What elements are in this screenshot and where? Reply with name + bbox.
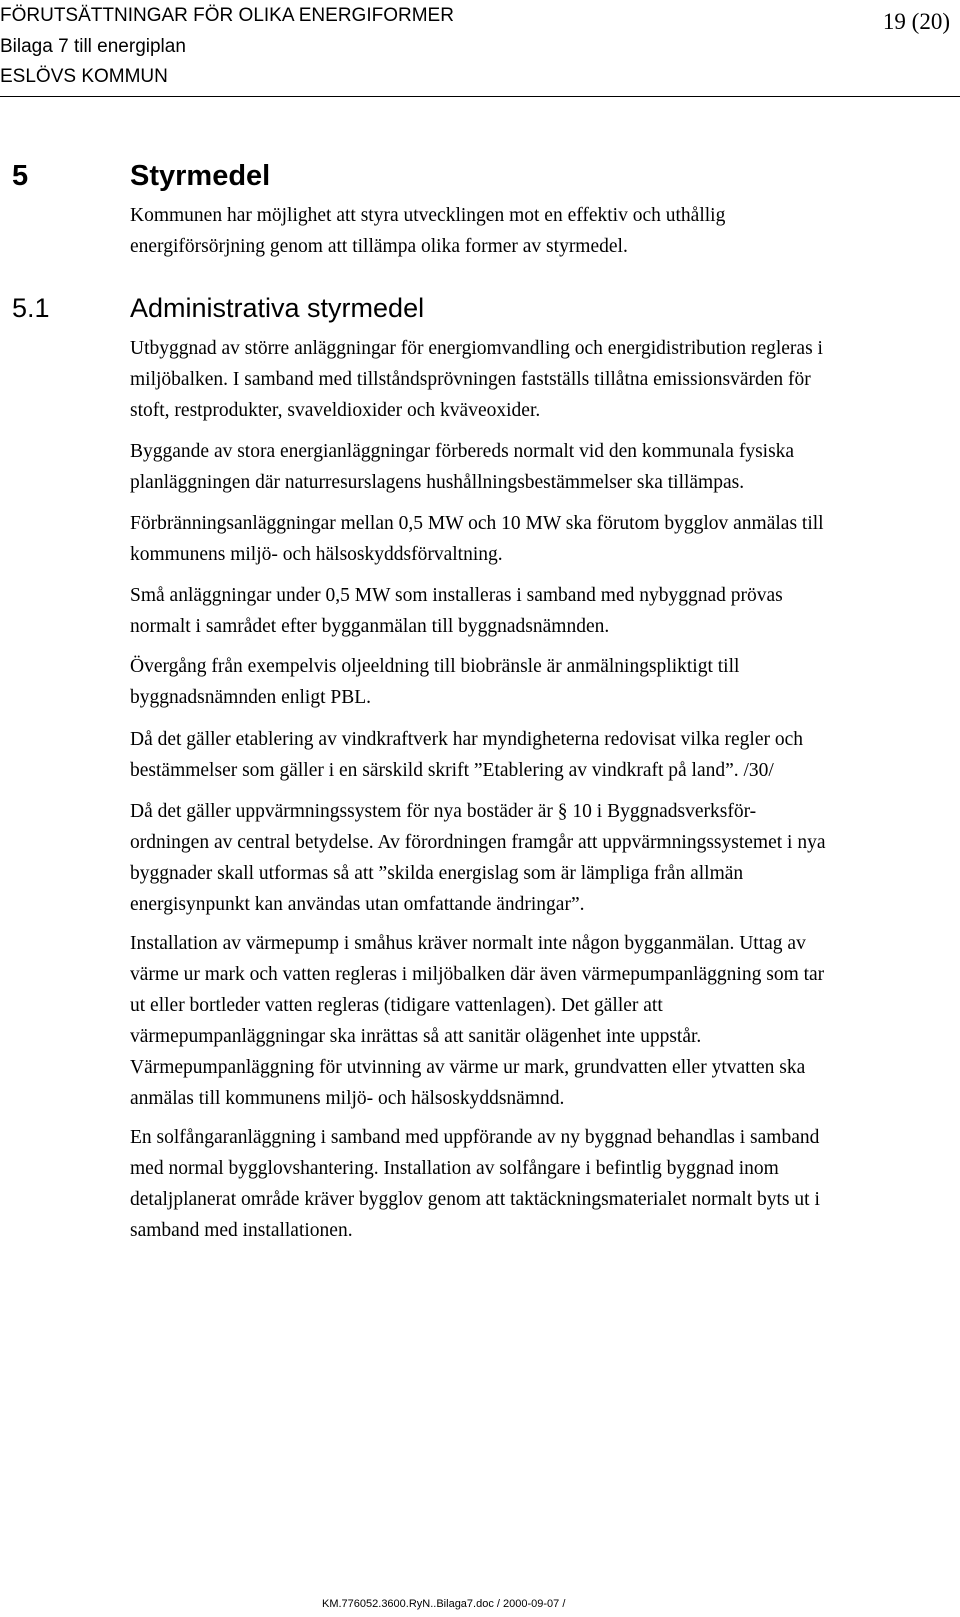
text-line: energiförsörjning genom att tillämpa olika former av styrmedel. (130, 236, 628, 257)
text-line: Små anläggningar under 0,5 MW som installeras i samband med nybyggnad prövas (130, 585, 783, 606)
text-line: energisynpunkt kan användas utan omfattande ändringar”. (130, 894, 585, 915)
paragraph (130, 333, 960, 426)
paragraph (130, 928, 960, 1114)
paragraph (130, 436, 960, 498)
subsection-heading (12, 291, 424, 325)
text-line: samband med installationen. (130, 1220, 353, 1241)
text-line: Då det gäller uppvärmningssystem för nya bostäder är § 10 i Byggnadsverksför- (130, 801, 757, 822)
text-line: Kommunen har möjlighet att styra utvecklingen mot en effektiv och uthållig (130, 205, 726, 226)
text-line: Utbyggnad av större anläggningar för energiomvandling och energidistribution regleras i (130, 338, 823, 359)
page-header (0, 0, 960, 96)
text-line: kommunens miljö- och hälsoskyddsförvaltning. (130, 544, 503, 565)
section-heading (12, 158, 270, 194)
text-line: anmälas till kommunens miljö- och hälsoskyddsnämnd. (130, 1088, 565, 1109)
text-line: stoft, restprodukter, svaveldioxider och kväveoxider. (130, 400, 541, 421)
text-line: byggnader skall utformas så att ”skilda energislag som är lämpliga från allmän (130, 863, 744, 884)
text-line: med normal bygglovshantering. Installation av solfångare i befintlig byggnad inom (130, 1158, 779, 1179)
section-title: Styrmedel (130, 160, 271, 192)
section-number: 5 (12, 160, 29, 192)
text-line: normalt i samrådet efter bygganmälan till byggnadsnämnden. (130, 616, 610, 637)
text-line: Installation av värmepump i småhus kräver normalt inte någon bygganmälan. Uttag av (130, 933, 806, 954)
header-municipality: ESLÖVS KOMMUN (0, 66, 168, 87)
paragraph (130, 508, 960, 570)
paragraph (130, 1122, 960, 1246)
text-line: Byggande av stora energianläggningar förbereds normalt vid den kommunala fysiska (130, 441, 795, 462)
text-line: detaljplanerat område kräver bygglov genom att taktäckningsmaterialet normalt byts ut i (130, 1189, 820, 1210)
text-line: värme ur mark och vatten regleras i miljöbalken där även värmepumpanläggning som tar (130, 964, 825, 985)
header-document-title: FÖRUTSÄTTNINGAR FÖR OLIKA ENERGIFORMER (0, 5, 454, 26)
paragraph (130, 796, 960, 920)
text-line: Då det gäller etablering av vindkraftverk har myndigheterna redovisat vilka regler och (130, 729, 804, 750)
page-number: 19 (20) (882, 9, 950, 34)
text-line: planläggningen där naturresurslagens hushållningsbestämmelser ska tillämpas. (130, 472, 745, 493)
text-line: Övergång från exempelvis oljeeldning till biobränsle är anmälningspliktigt till (130, 656, 740, 677)
paragraph (130, 724, 960, 786)
header-appendix-label: Bilaga 7 till energiplan (0, 36, 186, 57)
text-line: ordningen av central betydelse. Av förordningen framgår att uppvärmningssystemet i nya (130, 832, 826, 853)
header-divider (0, 96, 960, 97)
paragraph (130, 580, 960, 642)
text-line: byggnadsnämnden enligt PBL. (130, 687, 372, 708)
paragraph (130, 651, 960, 713)
text-line: bestämmelser som gäller i en särskild skrift ”Etablering av vindkraft på land”. /30/ (130, 760, 774, 781)
subsection-title: Administrativa styrmedel (130, 293, 425, 323)
section-intro (130, 200, 960, 262)
text-line: ut eller bortleder vatten regleras (tidigare vattenlagen). Det gäller att (130, 995, 663, 1016)
text-line: En solfångaranläggning i samband med uppförande av ny byggnad behandlas i samband (130, 1127, 820, 1148)
text-line: miljöbalken. I samband med tillståndsprövningen fastställs tillåtna emissionsvärden för (130, 369, 811, 390)
subsection-number: 5.1 (12, 293, 50, 323)
text-line: värmepumpanläggningar ska inrättas så att sanitär olägenhet inte uppstår. (130, 1026, 702, 1047)
text-line: Förbränningsanläggningar mellan 0,5 MW och 10 MW ska förutom bygglov anmälas till (130, 513, 824, 534)
page-footer: KM.776052.3600.RyN..Bilaga7.doc / 2000-09-07 / (322, 1598, 566, 1610)
text-line: Värmepumpanläggning för utvinning av värme ur mark, grundvatten eller ytvatten ska (130, 1057, 806, 1078)
